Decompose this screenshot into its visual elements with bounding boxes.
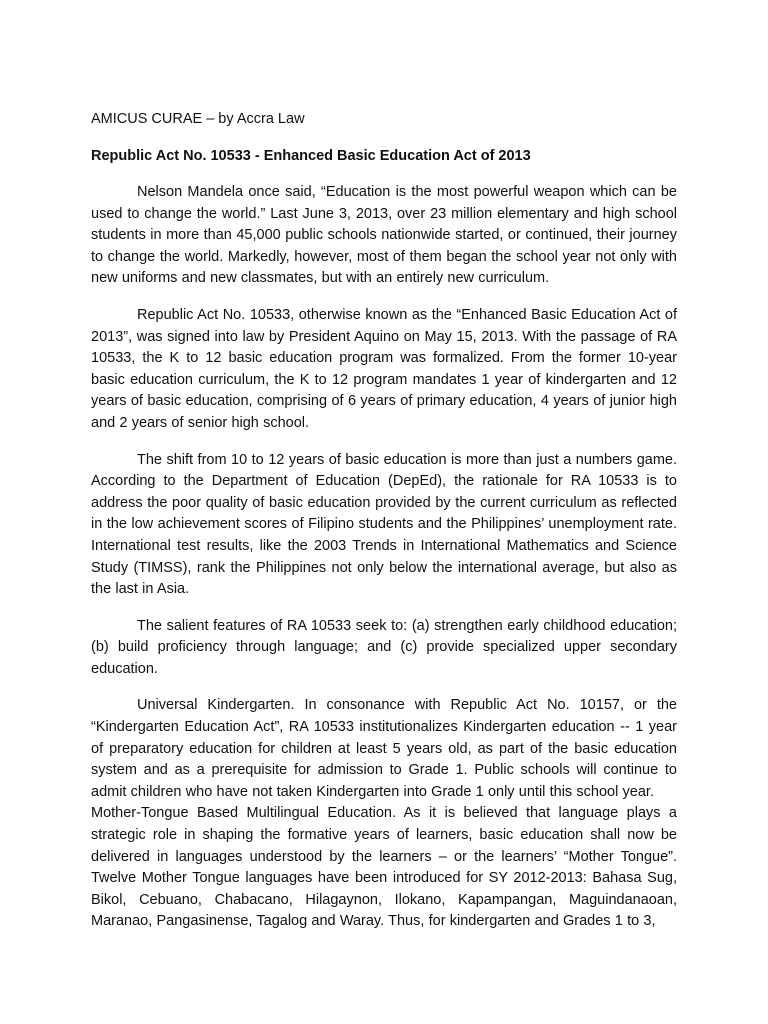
paragraph-shift: The shift from 10 to 12 years of basic education is more than just a numbers game. According to the Department of Education (DepEd), the rationale for RA 10533 is to address the poor quality of basic education provided by the current curriculum as reflected in the low achievement scores of Filipino students and the Philippines’ unemployment rate. International test results, like the 2003 Trends in International Mathematics and Science Study (TIMSS), rank the Philippines not only below the international average, but also as the last in Asia. [91,451,677,598]
paragraph-mother-tongue: Mother-Tongue Based Multilingual Education. As it is believed that language plays a strategic role in shaping the formative years of learners, basic education shall now be delivered in languages understood by the learners – or the learners’ “Mother Tongue”. Twelve Mother Tongue languages have been introduced for SY 2012-2013: Bahasa Sug, Bikol, Cebuano, Chabacano, Hilagaynon, Ilokano, Kapampangan, Maguindanaoan, Maranao, Pangasinense, Tagalog and Waray. Thus, for kindergarten and Grades 1 to 3, [91,805,677,930]
paragraph-ra10533: Republic Act No. 10533, otherwise known as the “Enhanced Basic Education Act of 2013”, was signed into law by President Aquino on May 15, 2013. With the passage of RA 10533, the K to 12 basic education program was formalized. From the former 10-year basic education curriculum, the K to 12 program mandates 1 year of kindergarten and 12 years of basic education, comprising of 6 years of primary education, 4 years of junior high and 2 years of senior high school. [91,306,677,431]
paragraph-universal-kindergarten: Universal Kindergarten. In consonance with Republic Act No. 10157, or the “Kindergarten Education Act”, RA 10533 institutionalizes Kindergarten education -- 1 year of preparatory education for children at least 5 years old, as part of the basic education system and as a prerequisite for admission to Grade 1. Public schools will continue to admit children who have not taken Kindergarten into Grade 1 only until this school year. [91,697,677,800]
paragraph-salient-features: The salient features of RA 10533 seek to: (a) strengthen early childhood education; (b) build proficiency through language; and (c) provide specialized upper secondary education. [91,617,677,677]
paragraph-intro: Nelson Mandela once said, “Education is the most powerful weapon which can be used to change the world.” Last June 3, 2013, over 23 million elementary and high school students in more than 45,000 public schools nationwide started, or continued, their journey to change the world. Markedly, however, most of them began the school year not only with new uniforms and new classmates, but with an entirely new curriculum. [91,184,677,287]
document-body [91,108,677,933]
article-title: Republic Act No. 10533 - Enhanced Basic Education Act of 2013 [91,148,531,164]
column-header: AMICUS CURAE – by Accra Law [91,111,305,127]
